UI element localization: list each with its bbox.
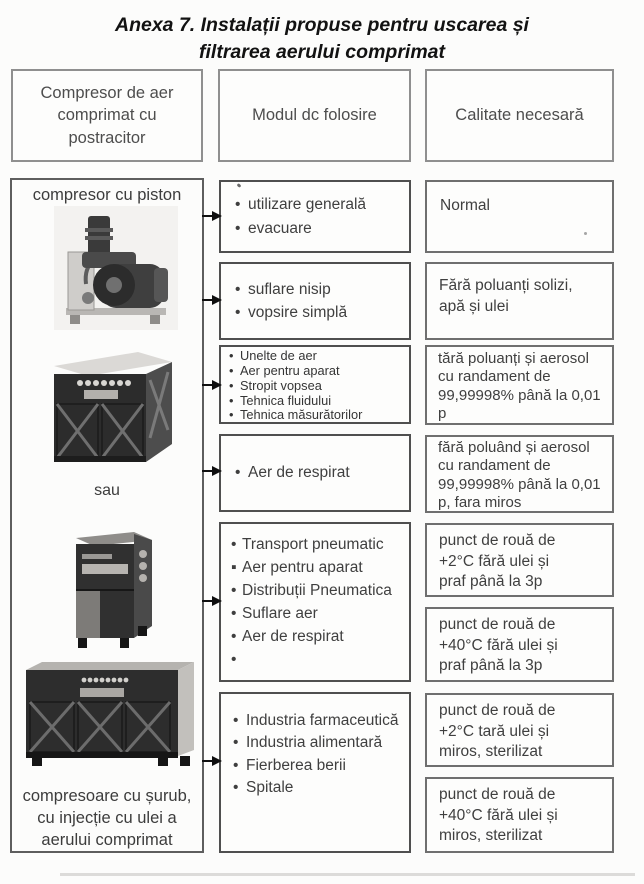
- quality-box-8: punct de rouă de +40°C fără ulei și miros, sterilizat: [425, 777, 614, 853]
- quality-box-1: Normal: [425, 180, 614, 253]
- bullet: •: [231, 604, 237, 622]
- bullet: •: [233, 756, 239, 774]
- header-compressor-column: [11, 69, 203, 162]
- usage-box-4: [219, 434, 411, 512]
- arrow-connector-3: [202, 384, 220, 386]
- compressor-column-box: [10, 178, 204, 853]
- list-item: • Industria farmaceutică: [233, 710, 399, 732]
- quality-box-2: Fără poluanți solizi, apă și ulei: [425, 262, 614, 340]
- list-item: • Stropit vopsea: [229, 377, 322, 393]
- arrow-connector-5: [202, 600, 220, 602]
- header-compressor-label: Compresor de aer comprimat cu postracitor: [40, 84, 174, 147]
- screw-compressor-label-line1: compresoare cu șurub,: [22, 787, 192, 805]
- list-item: • evacuare: [235, 217, 409, 240]
- x-panel-cabinet-compressor-photo: [42, 338, 180, 478]
- bullet: •: [235, 219, 241, 237]
- scan-speckle: [584, 232, 587, 235]
- list-item: • Aer de respirat: [231, 626, 405, 649]
- bullet: •: [235, 196, 241, 214]
- bullet: •: [229, 348, 234, 363]
- bullet: •: [229, 377, 234, 393]
- usage-box-1: [219, 180, 411, 253]
- list-item: ▪ Aer pentru aparat: [231, 557, 405, 580]
- usage-box-3: [219, 345, 411, 424]
- page-title-line1: Anexa 7. Instalații propuse pentru uscarea și: [115, 14, 529, 36]
- arrow-connector-1: [202, 215, 220, 217]
- quality-box-4: fără poluând și aerosol cu randament de 99,99998% până la 0,01 p, fara miros: [425, 435, 614, 513]
- bullet: •: [235, 304, 241, 321]
- usage-box-2: [219, 262, 411, 340]
- bullet: •: [235, 280, 241, 298]
- page-bottom-rule: [60, 873, 635, 876]
- list-item: • suflare nisip: [235, 278, 409, 301]
- quality-box-3: tără poluanți și aerosol cu randament de 99,99998% până la 0,01 p: [425, 345, 614, 425]
- header-usage-label: Modul dc folosire: [252, 106, 377, 125]
- bullet: •: [231, 650, 237, 668]
- usage-box-6: [219, 692, 411, 853]
- page-title: [0, 12, 644, 66]
- list-item: • Tehnica măsurătorilor: [229, 407, 363, 423]
- list-item: • Unelte de aer: [229, 348, 317, 363]
- screw-compressor-label-line3: aerului comprimat: [41, 830, 173, 849]
- quality-box-6: punct de rouă de +40°C fără ulei și praf până la 3p: [425, 607, 614, 682]
- piston-compressor-photo: [54, 206, 178, 330]
- list-item: • utilizare generală: [235, 193, 409, 216]
- header-quality-column: [425, 69, 614, 162]
- quality-box-7: punct de rouă de +2°C tară ulei și miros, sterilizat: [425, 693, 614, 767]
- bullet: •: [231, 627, 237, 645]
- page-title-line2: filtrarea aerului comprimat: [199, 40, 445, 63]
- piston-compressor-label: compresor cu piston: [32, 186, 182, 204]
- bullet: •: [229, 392, 234, 408]
- bullet: •: [235, 464, 241, 482]
- or-label: sau: [94, 482, 120, 499]
- list-item: • Spitale: [233, 777, 399, 799]
- header-quality-label: Calitate necesară: [455, 106, 584, 125]
- screw-compressor-label: [12, 786, 202, 851]
- header-usage-column: [218, 69, 411, 162]
- list-item: • Suflare aer: [231, 603, 405, 626]
- arrow-connector-6: [202, 760, 220, 762]
- quality-box-5: punct de rouă de +2°C fără ulei și praf până la 3p: [425, 523, 614, 597]
- list-item: • Fierberea berii: [233, 755, 399, 777]
- list-item: [231, 649, 405, 672]
- bullet: •: [229, 362, 234, 378]
- vertical-cabinet-compressor-photo: [56, 524, 166, 656]
- arrow-connector-4: [202, 470, 220, 472]
- list-item: • Industria alimentară: [233, 732, 399, 754]
- list-item: • Aer pentru aparat: [229, 362, 340, 378]
- bullet: •: [233, 734, 239, 752]
- list-item: • Transport pneumatic: [231, 534, 405, 557]
- list-item: • vopsire simplă: [235, 301, 409, 324]
- bullet: •: [231, 536, 237, 553]
- wide-cabinet-compressor-photo: [20, 656, 202, 774]
- list-item: • Tehnica fluidului: [229, 392, 332, 408]
- bullet: •: [229, 407, 234, 423]
- screw-compressor-label-line2: cu injecție cu ulei a: [37, 808, 177, 827]
- bullet: ▪: [231, 558, 237, 576]
- list-item: • Distribuții Pneumatica: [231, 580, 405, 603]
- arrow-connector-2: [202, 299, 220, 301]
- usage-box-5: [219, 522, 411, 682]
- list-item: • Aer de respirat: [235, 461, 409, 484]
- bullet: •: [231, 581, 237, 599]
- bullet: •: [233, 712, 239, 729]
- bullet: •: [233, 779, 239, 797]
